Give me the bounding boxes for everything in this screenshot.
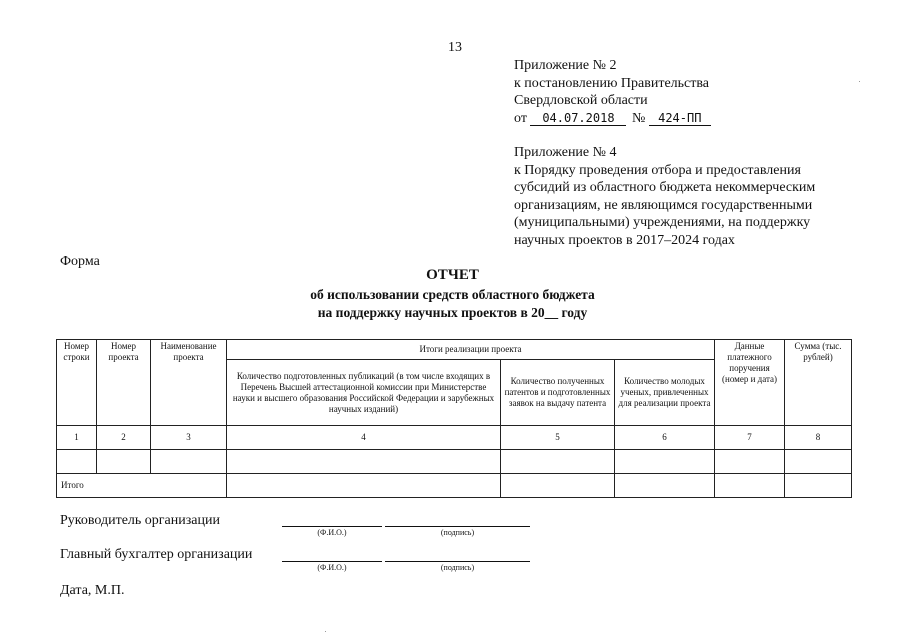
report-table bbox=[56, 339, 852, 498]
appendix-4-line: субсидий из областного бюджета некоммерческим bbox=[514, 180, 816, 196]
appendix-4-line: (муниципальными) учреждениями, на поддержку bbox=[514, 215, 811, 231]
head-fio-caption: (Ф.И.О.) bbox=[317, 528, 347, 537]
report-title: ОТЧЕТ bbox=[426, 267, 479, 283]
appendix-2-line: к постановлению Правительства bbox=[514, 75, 710, 91]
table-cell bbox=[615, 450, 715, 474]
appendix-4-block bbox=[514, 144, 815, 250]
column-number: 1 bbox=[57, 426, 97, 450]
report-subtitle-1: об использовании средств областного бюджета bbox=[310, 287, 595, 302]
accountant-signature-label: Главный бухгалтер организации bbox=[60, 547, 253, 562]
table-row bbox=[57, 450, 852, 474]
page-number: 13 bbox=[448, 40, 462, 55]
column-number: 2 bbox=[97, 426, 151, 450]
head-sign-caption: (подпись) bbox=[440, 528, 475, 537]
total-row bbox=[57, 474, 852, 498]
table-cell bbox=[715, 474, 785, 498]
column-number: 7 bbox=[715, 426, 785, 450]
decree-number: 424-ПП bbox=[649, 112, 711, 126]
scan-speck bbox=[325, 631, 326, 632]
column-number: 8 bbox=[785, 426, 852, 450]
table-cell bbox=[501, 450, 615, 474]
table-cell bbox=[97, 450, 151, 474]
table-cell bbox=[151, 450, 227, 474]
date-stamp-label: Дата, М.П. bbox=[60, 583, 125, 598]
column-number-row bbox=[57, 426, 852, 450]
date-prefix: от bbox=[514, 110, 527, 126]
table-cell bbox=[615, 474, 715, 498]
accountant-fio-line bbox=[282, 561, 382, 562]
column-number: 6 bbox=[615, 426, 715, 450]
column-number: 4 bbox=[227, 426, 501, 450]
table-cell bbox=[785, 450, 852, 474]
accountant-sign-caption: (подпись) bbox=[440, 563, 475, 572]
scan-speck bbox=[859, 81, 860, 82]
decree-date: 04.07.2018 bbox=[530, 112, 626, 126]
accountant-fio-caption: (Ф.И.О.) bbox=[317, 563, 347, 572]
header-results-group: Итоги реализации проекта bbox=[227, 340, 715, 360]
table-cell bbox=[715, 450, 785, 474]
column-number: 3 bbox=[151, 426, 227, 450]
appendix-4-line: научных проектов в 2017–2024 годах bbox=[514, 232, 735, 248]
header-patents: Количество полученных патентов и подготовленных заявок на выдачу патента bbox=[501, 360, 615, 426]
head-sign-line bbox=[385, 526, 530, 527]
table-cell bbox=[227, 474, 501, 498]
appendix-2-title: Приложение № 2 bbox=[514, 58, 617, 73]
form-label: Форма bbox=[60, 254, 100, 269]
header-young-scientists: Количество молодых ученых, привлеченных для реализации проекта bbox=[615, 360, 715, 426]
table-cell bbox=[785, 474, 852, 498]
header-sum: Сумма (тыс. рублей) bbox=[785, 340, 852, 426]
column-number: 5 bbox=[501, 426, 615, 450]
head-fio-line bbox=[282, 526, 382, 527]
appendix-2-block bbox=[514, 57, 711, 127]
table-cell bbox=[227, 450, 501, 474]
table-cell bbox=[501, 474, 615, 498]
header-row-number: Номер строки bbox=[57, 340, 97, 426]
total-label: Итого bbox=[57, 474, 227, 498]
header-row-1 bbox=[57, 340, 852, 360]
report-subtitle-2: на поддержку научных проектов в 20__ году bbox=[317, 305, 588, 320]
header-publications: Количество подготовленных публикаций (в том числе входящих в Перечень Высшей аттестационной комиссии при Министерстве науки и высшего образования Российской Федерации и зарубежных научных изданий) bbox=[227, 360, 501, 426]
appendix-4-line: организациям, не являющимся государственными bbox=[514, 197, 813, 213]
appendix-2-date-row bbox=[514, 110, 711, 128]
head-signature-label: Руководитель организации bbox=[60, 513, 220, 528]
table-cell bbox=[57, 450, 97, 474]
header-project-number: Номер проекта bbox=[97, 340, 151, 426]
number-prefix: № bbox=[631, 110, 646, 126]
header-payment-order: Данные платежного поручения (номер и дата) bbox=[715, 340, 785, 426]
appendix-4-title: Приложение № 4 bbox=[514, 145, 617, 160]
appendix-2-line: Свердловской области bbox=[514, 93, 648, 109]
header-project-name: Наименование проекта bbox=[151, 340, 227, 426]
accountant-sign-line bbox=[385, 561, 530, 562]
appendix-4-line: к Порядку проведения отбора и предоставления bbox=[514, 162, 801, 178]
